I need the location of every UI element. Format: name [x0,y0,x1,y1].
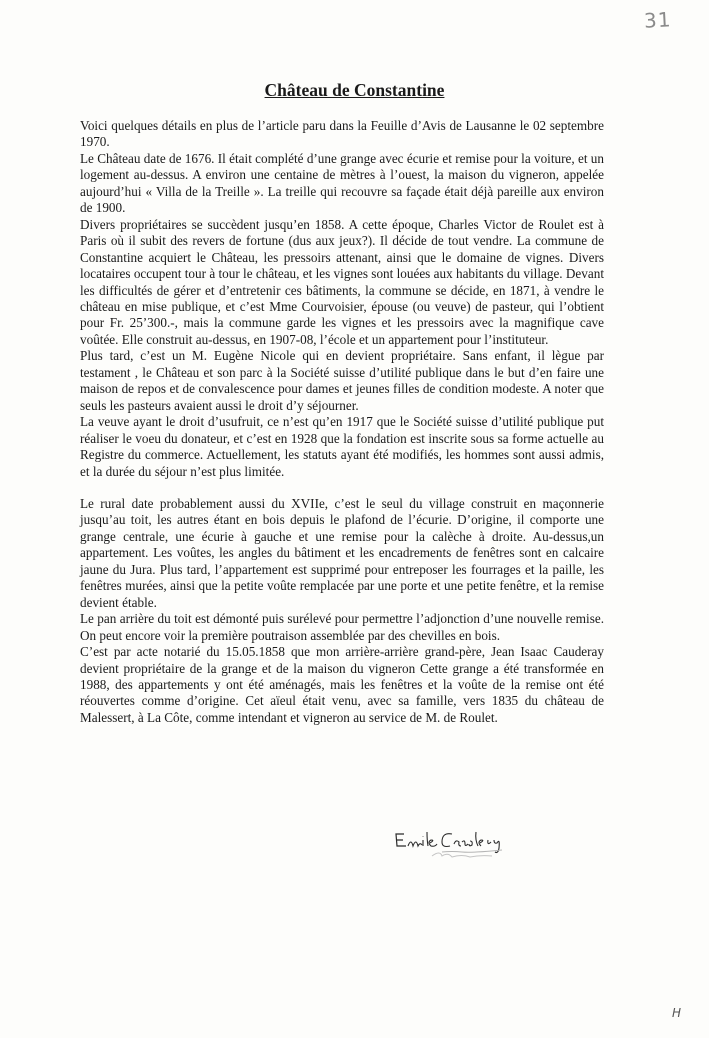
paragraph-nicole: Plus tard, c’est un M. Eugène Nicole qui en devient propriétaire. Sans enfant, il lègue par testament , le Château et son parc à la Société suisse d’utilité publique dans le but d’en faire une maison de repos et de convalescence pour dames et jeunes filles de condition modeste. A noter que seuls les pasteurs avaient aussi le droit d’y séjourner. [80,348,604,413]
paragraph-owners: Divers propriétaires se succèdent jusqu’en 1858. A cette époque, Charles Victor de Roulet est à Paris où il subit des revers de fortune (dus aux jeux?). Il décide de tout vendre. La commune de Constantine acquiert le Château, les pressoirs attenant, ainsi que le domaine de vignes. Divers locataires occupent tour à tour le château, et les vignes sont louées aux habitants du village. Devant les difficultés de gérer et d’entretenir ces bâtiments, la commune se décide, en 1871, à vendre le château en mise publique, et c’est Mme Courvoisier, épouse (ou veuve) de pasteur, qui l’obtient pour Fr. 25’300.-, mais la commune garde les vignes et les pressoirs avec la magnifique cave voûtée. Elle construit au-dessus, en 1907-08, l’école et un appartement pour l’instituteur. [80,216,604,347]
page-number: 31 [642,7,672,33]
paragraph-roof: Le pan arrière du toit est démonté puis surélevé pour permettre l’adjonction d’une nouvelle remise. On peut encore voir la première poutraison assemblée par des chevilles en bois. [80,611,604,643]
document-body [80,118,604,726]
paragraph-chateau-date: Le Château date de 1676. Il était complété d’une grange avec écurie et remise pour la voiture, et un logement au-dessus. A environ une centaine de mètres à l’ouest, la maison du vigneron, appelée aujourd’hui « Villa de la Treille ». La treille qui recouvre sa façade était déjà pareille aux environ de 1900. [80,150,604,216]
document-title: Château de Constantine [264,80,445,100]
paragraph-intro: Voici quelques détails en plus de l’article paru dans la Feuille d’Avis de Lausanne le 02 septembre 1970. [80,118,604,150]
paragraph-notarial-act: C’est par acte notarié du 15.05.1858 que mon arrière-arrière grand-père, Jean Isaac Cauderay devient propriétaire de la grange et de la maison du vigneron Cette grange a été transformée en 1988, des appartements y ont été aménagés, mais les fenêtres et la voûte de la remise ont été réouvertes comme d’origine. Cet aïeul était venu, avec sa famille, vers 1835 du château de Malessert, à La Côte, comme intendant et vigneron au service de M. de Roulet. [80,644,604,725]
handwritten-signature [392,824,542,864]
corner-mark: H [671,1006,681,1020]
paragraph-rural: Le rural date probablement aussi du XVIIe, c’est le seul du village construit en maçonnerie jusqu’au toit, les autres étant en bois depuis le plafond de l’écurie. D’origine, il comporte une grange centrale, une écurie à gauche et une remise pour la calèche à droite. Au-dessus,un appartement. Les voûtes, les angles du bâtiment et les encadrements de fenêtres sont en calcaire jaune du Jura. Plus tard, l’appartement est supprimé pour entreposer les fourrages et la paille, les fenêtres murées, ainsi que la petite voûte remplacée par une porte et une petite fenêtre, et la remise devient étable. [80,495,604,610]
paragraph-usufruct: La veuve ayant le droit d’usufruit, ce n’est qu’en 1917 que le Société suisse d’utilité publique put réaliser le voeu du donateur, et c’est en 1928 que la fondation est inscrite sous sa forme actuelle au Registre du commerce. Actuellement, les statuts ayant été modifiés, les hommes sont aussi admis, et la durée du séjour n’est plus limitée. [80,414,604,479]
